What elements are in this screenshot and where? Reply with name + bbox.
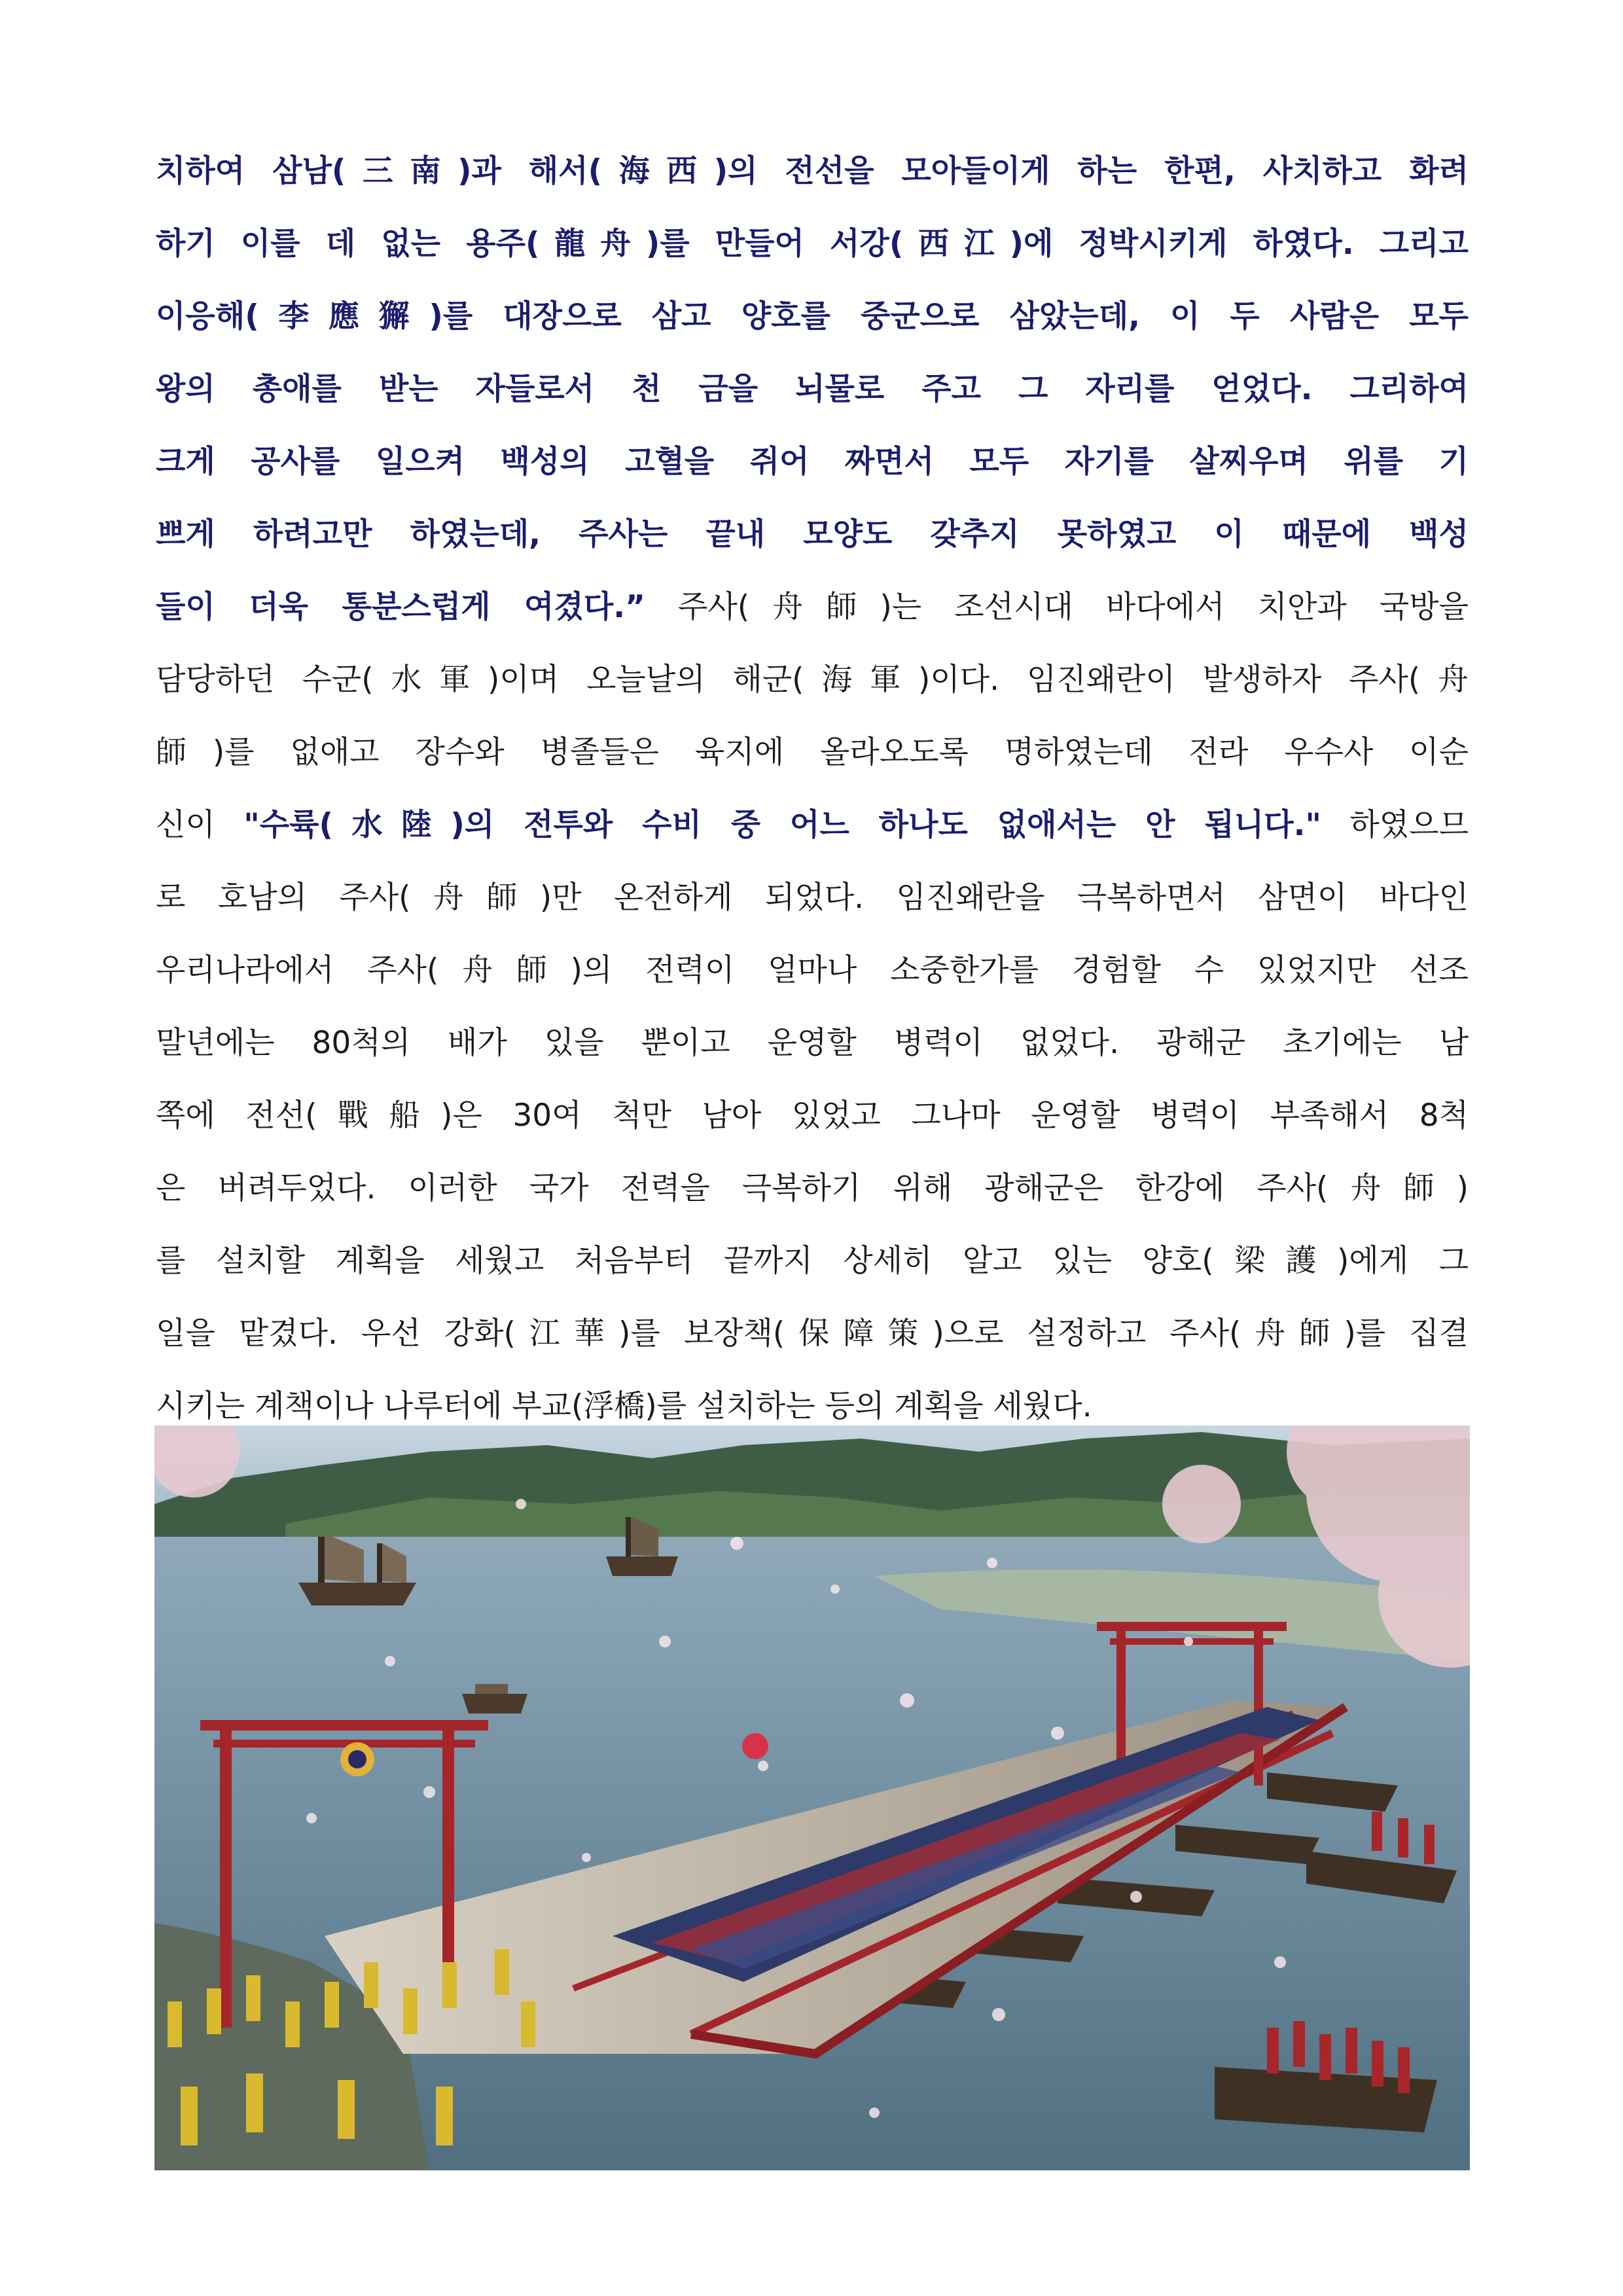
- text-line: [156, 861, 1469, 934]
- body-text: [156, 135, 1469, 1443]
- text-line: [156, 425, 1469, 498]
- body-text-segment: 를 설치할 계획을 세웠고 처음부터 끝까지 상세히 알고 있는 양호(梁護)에게 그: [156, 1243, 1469, 1279]
- body-text-segment: 하였으므: [1321, 807, 1469, 843]
- text-line: [156, 571, 1469, 643]
- text-line: [156, 207, 1469, 280]
- quoted-text-segment: 쁘게 하려고만 하였는데, 주사는 끝내 모양도 갖추지 못하였고 이 때문에 백성: [156, 516, 1469, 552]
- quoted-text-segment: 이응해(李應獬)를 대장으로 삼고 양호를 중군으로 삼았는데, 이 두 사람은 모두: [156, 298, 1469, 334]
- quoted-text-segment: 왕의 총애를 받는 자들로서 천 금을 뇌물로 주고 그 자리를 얻었다. 그리하여: [156, 371, 1469, 407]
- text-line: [156, 353, 1469, 425]
- body-text-segment: 일을 맡겼다. 우선 강화(江華)를 보장책(保障策)으로 설정하고 주사(舟師)를 집결: [156, 1316, 1469, 1352]
- text-line: [156, 934, 1469, 1007]
- body-text-segment: 담당하던 수군(水軍)이며 오늘날의 해군(海軍)이다. 임진왜란이 발생하자 주사(舟: [156, 662, 1469, 698]
- text-line: [156, 789, 1469, 861]
- body-text-segment: 말년에는 80척의 배가 있을 뿐이고 운영할 병력이 없었다. 광해군 초기에는 남: [156, 1025, 1469, 1061]
- pontoon-bridge-illustration: [154, 1426, 1470, 2170]
- body-text-segment: 師)를 없애고 장수와 병졸들은 육지에 올라오도록 명하였는데 전라 우수사 이순: [156, 734, 1469, 770]
- body-text-segment: 은 버려두었다. 이러한 국가 전력을 극복하기 위해 광해군은 한강에 주사(舟師): [156, 1170, 1469, 1206]
- body-text-segment: 쪽에 전선(戰船)은 30여 척만 남아 있었고 그나마 운영할 병력이 부족해서 8척: [156, 1098, 1469, 1134]
- body-text-segment: 신이: [156, 807, 244, 843]
- text-line: [156, 1152, 1469, 1225]
- text-line: [156, 1079, 1469, 1152]
- quoted-text-segment: 치하여 삼남(三南)과 해서(海西)의 전선을 모아들이게 하는 한편, 사치하고 화려: [156, 153, 1469, 189]
- quoted-text-segment: "수륙(水陸)의 전투와 수비 중 어느 하나도 없애서는 안 됩니다.": [243, 807, 1321, 843]
- text-line: [156, 716, 1469, 789]
- body-text-segment: 주사(舟師)는 조선시대 바다에서 치안과 국방을: [645, 589, 1469, 625]
- quoted-text-segment: 들이 더욱 통분스럽게 여겼다.”: [156, 589, 645, 625]
- red-parasol: [742, 1733, 768, 1759]
- text-line: [156, 498, 1469, 571]
- quoted-text-segment: 하기 이를 데 없는 용주(龍舟)를 만들어 서강(西江)에 정박시키게 하였다. 그리고: [156, 226, 1469, 262]
- body-text-segment: 우리나라에서 주사(舟師)의 전력이 얼마나 소중한가를 경험할 수 있었지만 선조: [156, 952, 1469, 988]
- text-line: [156, 643, 1469, 716]
- text-line: [156, 1297, 1469, 1370]
- text-line: [156, 1007, 1469, 1079]
- body-text-segment: 시키는 계책이나 나루터에 부교(浮橋)를 설치하는 등의 계획을 세웠다.: [156, 1388, 1092, 1424]
- text-line: [156, 280, 1469, 353]
- text-line: [156, 1225, 1469, 1297]
- text-line: [156, 135, 1469, 207]
- quoted-text-segment: 크게 공사를 일으켜 백성의 고혈을 쥐어 짜면서 모두 자기를 살찌우며 위를 기: [156, 444, 1469, 480]
- body-text-segment: 로 호남의 주사(舟師)만 온전하게 되었다. 임진왜란을 극복하면서 삼면이 바다인: [156, 880, 1469, 916]
